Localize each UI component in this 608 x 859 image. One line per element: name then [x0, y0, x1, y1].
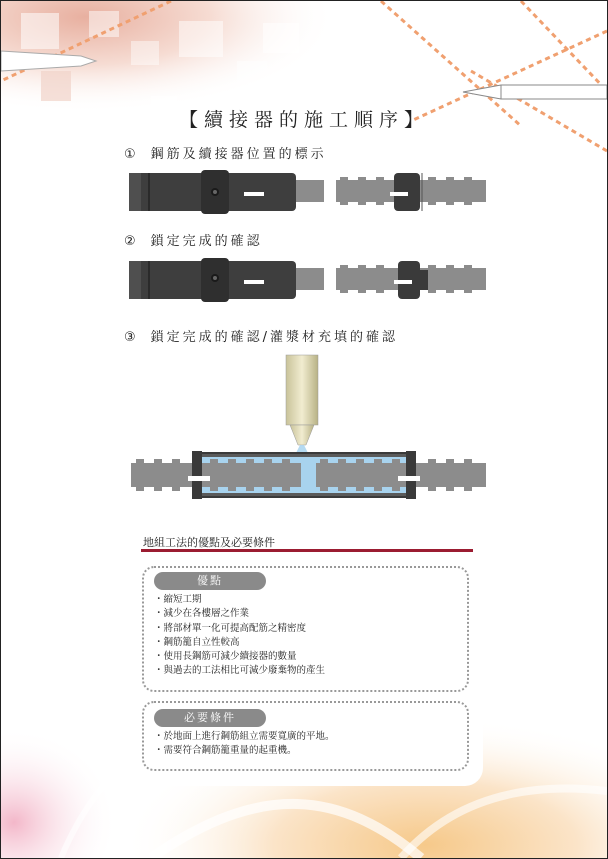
step-1-label: 鋼筋及續接器位置的標示 [150, 147, 327, 162]
step-3-label: 鎖定完成的確認/灌漿材充填的確認 [150, 330, 399, 345]
list-item: ・ 需要符合鋼筋籠重量的起重機。 [154, 744, 454, 758]
list-item: ・ 鋼筋籠自立性較高 [154, 636, 454, 650]
step-3-diagram [126, 353, 491, 503]
step-1-number: ① [124, 147, 139, 162]
advantages-list [154, 593, 454, 679]
step-2-heading [124, 230, 263, 249]
step-3-heading [124, 326, 398, 345]
list-item: ・ 於地面上進行鋼筋組立需要寬廣的平地。 [154, 730, 454, 744]
requirements-list [154, 730, 454, 759]
step-2-diagram [126, 256, 486, 304]
step-2-number: ② [124, 234, 139, 249]
list-item: ・ 縮短工期 [154, 593, 454, 607]
advantages-heading: 優點 [154, 572, 266, 590]
step-1-heading [124, 143, 327, 162]
list-item: ・ 使用長鋼筋可減少續接器的數量 [154, 650, 454, 664]
requirements-heading: 必要條件 [154, 709, 266, 727]
page-title: 【續接器的施工順序】 [178, 109, 429, 131]
section-title: 地組工法的優點及必要條件 [143, 536, 275, 549]
list-item: ・ 減少在各樓層之作業 [154, 607, 454, 621]
conditions-panel [128, 556, 483, 786]
list-item: ・ 將部材單一化可提高配筋之精密度 [154, 622, 454, 636]
step-1-diagram [126, 168, 486, 216]
section-divider [141, 549, 473, 552]
step-2-label: 鎖定完成的確認 [150, 234, 263, 249]
list-item: ・ 與過去的工法相比可減少廢棄物的產生 [154, 664, 454, 678]
step-3-number: ③ [124, 330, 139, 345]
